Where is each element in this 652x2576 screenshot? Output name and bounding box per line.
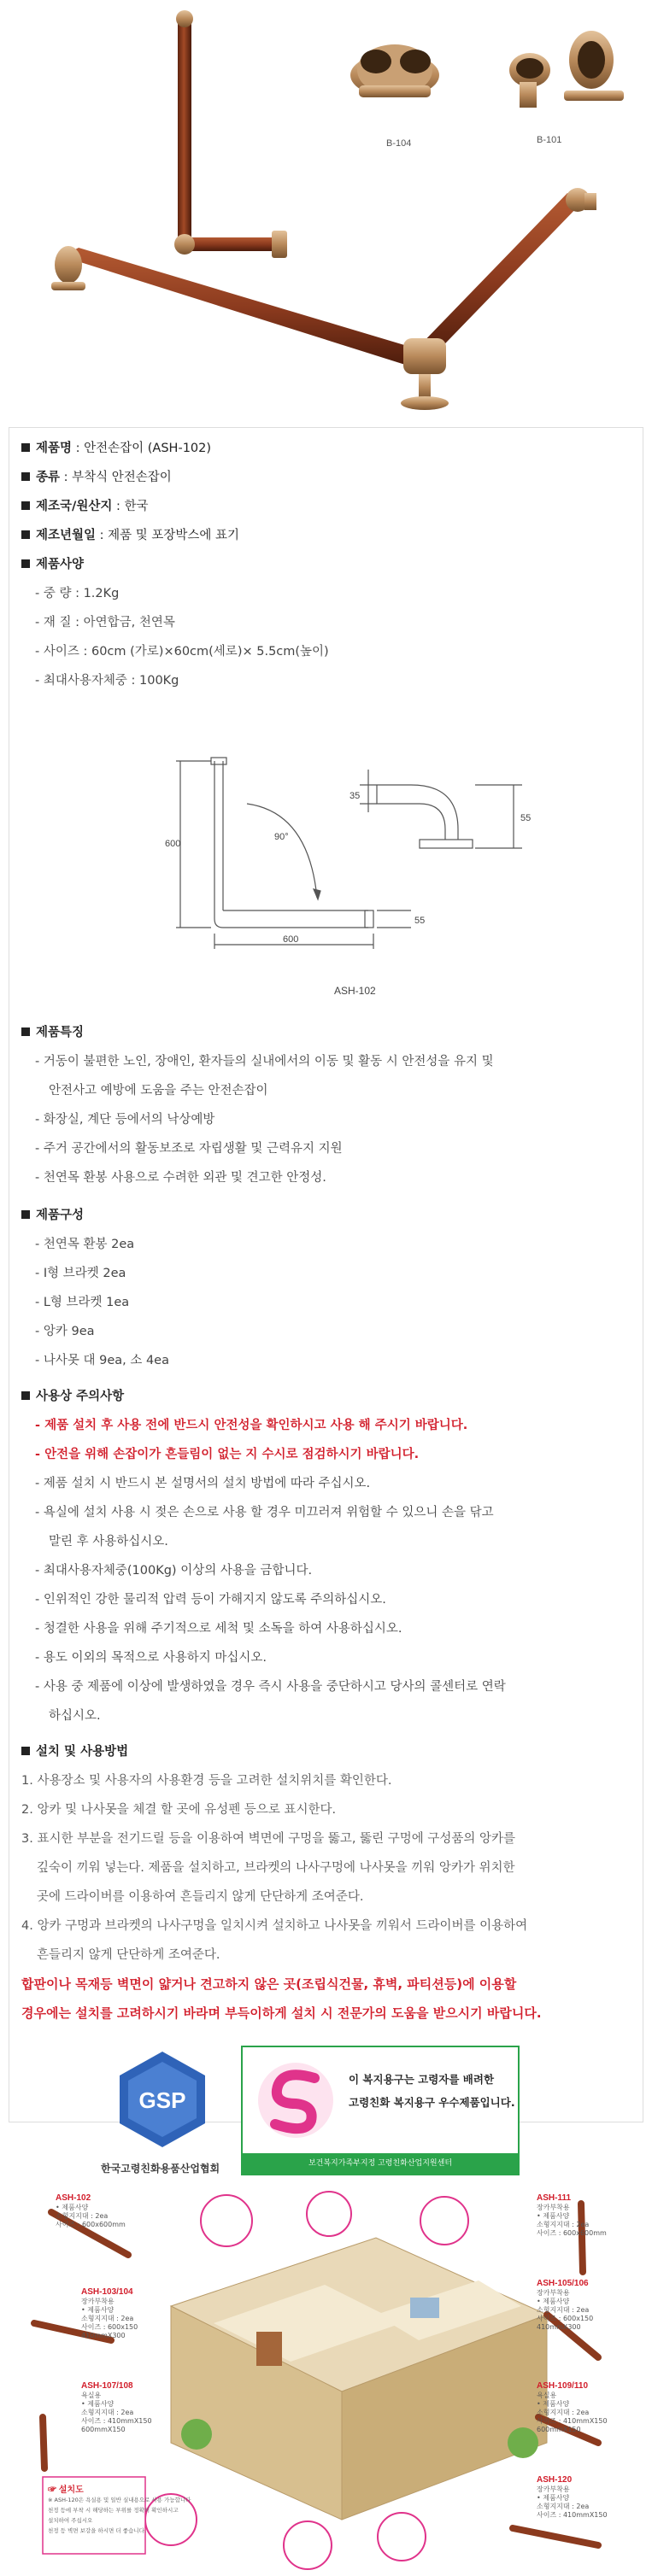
handrail-illustration [0,0,652,419]
dim-600-bottom: 600 [283,934,299,945]
model-sub: 410mmX300 [537,2323,581,2331]
dim-90-degree: 90° [274,832,289,842]
certification-card [241,2046,520,2175]
model-sub: 소형지지대 : 2ea [81,2409,134,2416]
model-ash-109-110: ASH-109/110 [537,2381,589,2391]
install-note-title: ☞ 설치도 [48,2485,84,2495]
certification-line-2: 고령친화 복지용구 우수제품입니다. [349,2096,515,2109]
install-note-line: 천정 등에 부착 시 해당하는 부위를 정확히 확인하시고 [48,2507,179,2514]
model-sub: 사이즈 : 410mmX150 [81,2417,152,2425]
dim-600-side: 600 [165,839,181,849]
cautions-heading: 사용상 주의사항 [21,1388,124,1405]
model-sub: 600mmX150 [537,2426,581,2433]
model-ash-120: ASH-120 [537,2475,573,2485]
feature-item: - 화장실, 계단 등에서의 낙상예방 [35,1113,215,1127]
install-step: 흔들리지 않게 단단하게 조여준다. [37,1948,220,1962]
model-sub: • 제품사양 [537,2494,570,2502]
angled-wood-rail [51,188,596,410]
caution-item: - 청결한 사용을 위해 주기적으로 세척 및 소독을 하여 사용하십시오. [35,1622,402,1636]
model-sub: 사이즈 : 600x600mm [56,2221,126,2228]
caution-item: - 최대사용자체중(100Kg) 이상의 사용을 금합니다. [35,1564,313,1578]
model-sub: 장카부착용 [537,2204,570,2211]
install-step: 1. 사용장소 및 사용자의 사용환경 등을 고려한 설치위치를 확인한다. [21,1774,392,1788]
spec-max-weight: - 최대사용자체중 : 100Kg [35,674,179,688]
product-hero-photo [0,0,652,419]
caution-item: - 사용 중 제품에 이상에 발생하였을 경우 즉시 사용을 중단하시고 당사의 콜센터로 연락 [35,1680,506,1694]
install-step: 2. 앙카 및 나사못을 체결 할 곳에 유성펜 등으로 표시한다. [21,1803,337,1817]
bracket-b104 [350,44,439,97]
model-sub: • 제품사양 [537,2400,570,2408]
install-step: 4. 앙카 구멍과 브라켓의 나사구멍을 일치시켜 설치하고 나사못을 끼워서 드라이버를 이용하여 [21,1919,528,1933]
model-ash-107-108: ASH-107/108 [81,2381,133,2391]
feature-item: - 주거 공간에서의 활동보조로 자립생활 및 근력유지 지원 [35,1142,343,1156]
model-ash-102: ASH-102 [56,2193,91,2203]
caution-item: 하십시오. [49,1709,101,1723]
technical-drawing [163,735,556,949]
components-heading: 제품구성 [21,1207,84,1224]
model-sub: 소형지지대 : 2ea [537,2221,590,2228]
caution-item: - 욕실에 설치 사용 시 젖은 손으로 사용 할 경우 미끄러져 위험할 수 있으니 손을 닦고 [35,1506,494,1519]
install-warning: 경우에는 설치를 고려하시기 바라며 부득이하게 설치 시 전문가의 도움을 받으시기 바랍니다. [21,2005,542,2021]
model-sub: 사이즈 : 600x150 [537,2315,594,2322]
install-note-line: 천정 등 벽면 보강을 하시면 더 좋습니다. [48,2527,146,2534]
install-step: 3. 표시한 부분을 전기드릴 등을 이용하여 벽면에 구멍을 뚫고, 뚫린 구멍에 구성품의 앙카를 [21,1832,516,1846]
component-item: - L형 브라켓 1ea [35,1296,130,1309]
caution-item: - 용도 이외의 목적으로 사용하지 마십시오. [35,1651,267,1665]
dim-55-bottom: 55 [414,916,426,926]
model-sub: 장카부착용 [537,2289,570,2297]
install-heading: 설치 및 사용방법 [21,1743,128,1760]
product-name-row: 제품명 : 안전손잡이 (ASH-102) [21,440,211,457]
dim-55-top: 55 [520,813,532,823]
caution-red-item: - 제품 설치 후 사용 전에 반드시 안전성을 확인하시고 사용 해 주시기 바랍니다. [35,1419,468,1432]
install-step: 곳에 드라이버를 이용하여 흔들리지 않게 단단하게 조여준다. [37,1890,364,1904]
drawing-caption: ASH-102 [334,985,376,997]
model-ash-111: ASH-111 [537,2193,572,2203]
caution-item: - 제품 설치 시 반드시 본 설명서의 설치 방법에 따라 주십시오. [35,1477,371,1490]
certification-footer: 보건복지가족부지정 고령친화산업지원센터 [243,2153,518,2174]
component-item: - I형 브라켓 2ea [35,1267,126,1280]
model-sub: 소형지지대 : 2ea [537,2306,590,2314]
manufacture-date-row: 제조년월일 : 제품 및 포장박스에 표기 [21,527,239,544]
model-sub: • 제품사양 [81,2306,115,2314]
vertical-wood-rail [178,19,191,251]
model-sub: • 제품사양 [537,2212,570,2220]
origin-row: 제조국/원산지 : 한국 [21,498,148,515]
gsp-logo [111,2048,214,2151]
model-sub: 소형지지대 : 2ea [537,2503,590,2510]
caution-item: - 인위적인 강한 물리적 압력 등이 가해지지 않도록 주의하십시오. [35,1593,386,1607]
model-sub: 600mmX150 [81,2426,126,2433]
install-note-line: ※ ASH-120은 욕실용 및 일반 실내용으로 사용 가능합니다 [48,2497,191,2503]
bracket-b101 [509,31,624,108]
part-label-b104: B-104 [386,138,412,149]
model-sub: 410mmX300 [81,2332,126,2339]
model-sub: 장카부착용 [81,2298,115,2305]
component-item: - 나사못 대 9ea, 소 4ea [35,1354,169,1367]
spec-material: - 재 질 : 아연합금, 천연목 [35,616,175,629]
feature-item: - 천연목 환봉 사용으로 수려한 외관 및 견고한 안정성. [35,1171,326,1185]
caution-red-item: - 안전을 위해 손잡이가 흔들림이 없는 지 수시로 점검하시기 바랍니다. [35,1448,420,1461]
model-sub: • 제품사양 [81,2400,115,2408]
install-warning: 합판이나 목재등 벽면이 얇거나 견고하지 않은 곳(조립식건물, 휴벽, 파티션등)에 이용할 [21,1976,517,1992]
quality-mark-icon [255,2059,337,2141]
model-sub: 사이즈 : 600x600mm [537,2229,607,2237]
features-heading: 제품특징 [21,1024,84,1041]
spec-weight: - 중 량 : 1.2Kg [35,587,120,600]
caution-item: 말린 후 사용하십시오. [49,1535,168,1549]
certification-line-1: 이 복지용구는 고령자를 배려한 [349,2073,495,2086]
gsp-logo-text: GSP [138,2087,186,2113]
dim-35: 35 [349,791,361,801]
part-label-b101: B-101 [537,135,562,145]
spec-size: - 사이즈 : 60cm (가로)×60cm(세로)× 5.5cm(높이) [35,645,329,659]
model-sub: 사이즈 : 410mmX150 [537,2417,608,2425]
model-sub: • 제품사양 [56,2204,89,2211]
model-ash-103-104: ASH-103/104 [81,2287,133,2297]
installation-infographic [0,2187,652,2576]
model-ash-105-106: ASH-105/106 [537,2279,589,2288]
model-sub: 소형지지대 : 2ea [56,2212,109,2220]
model-sub: 욕실용 [537,2392,557,2399]
component-item: - 천연목 환봉 2ea [35,1238,135,1251]
model-sub: 장카부착용 [537,2485,570,2493]
model-sub: 욕실용 [81,2392,102,2399]
model-sub: 소형지지대 : 2ea [81,2315,134,2322]
model-sub: 사이즈 : 410mmX150 [537,2511,608,2519]
model-sub: • 제품사양 [537,2298,570,2305]
component-item: - 앙카 9ea [35,1325,95,1338]
install-note-line: 설치하여 주십시오 [48,2517,93,2524]
association-name: 한국고령친화용품산업협회 [101,2163,220,2175]
type-row: 종류 : 부착식 안전손잡이 [21,469,172,486]
model-sub: 소형지지대 : 2ea [537,2409,590,2416]
feature-item: - 거동이 불편한 노인, 장애인, 환자들의 실내에서의 이동 및 활동 시 안전성을 유지 및 [35,1055,494,1068]
product-spec-box [9,427,643,2122]
install-step: 깊숙이 끼워 넣는다. 제품을 설치하고, 브라켓의 나사구멍에 나사못을 끼워 앙카가 위치한 [37,1861,515,1875]
spec-heading: 제품사양 [21,556,84,573]
feature-item: 안전사고 예방에 도움을 주는 안전손잡이 [49,1084,268,1098]
model-sub: 사이즈 : 600x150 [81,2323,138,2331]
